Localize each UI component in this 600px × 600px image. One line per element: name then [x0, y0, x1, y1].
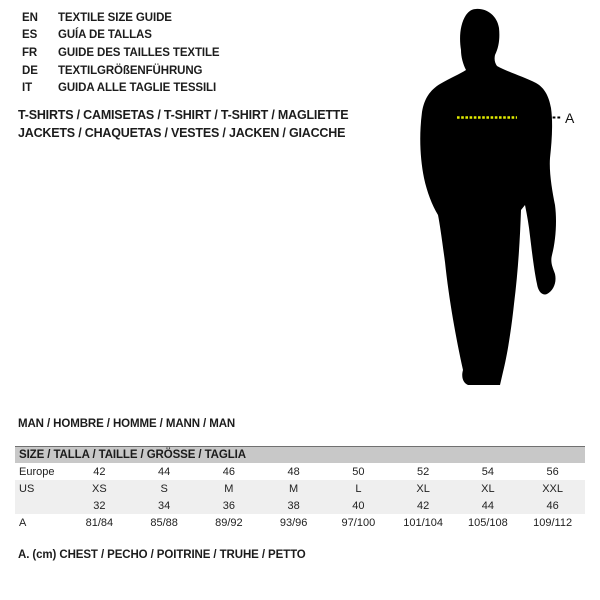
- language-label: GUÍA DE TALLAS: [58, 29, 152, 42]
- table-cell: 40: [352, 499, 365, 512]
- table-cell: XXL: [542, 482, 564, 495]
- table-cell: M: [224, 482, 234, 495]
- table-cell: 32: [93, 499, 106, 512]
- language-code: DE: [22, 64, 38, 77]
- table-cell: L: [355, 482, 362, 495]
- table-cell: 85/88: [150, 516, 178, 529]
- table-cell: 50: [352, 465, 365, 478]
- table-cell: 101/104: [403, 516, 443, 529]
- silhouette-shape: [420, 9, 556, 385]
- row-label: US: [19, 482, 35, 495]
- row-label: A: [19, 516, 27, 529]
- table-cell: 56: [546, 465, 559, 478]
- table-cell: 54: [481, 465, 494, 478]
- category-heading: [18, 107, 348, 142]
- table-cell: M: [289, 482, 299, 495]
- table-cell: 52: [417, 465, 430, 478]
- table-row-us: [15, 480, 585, 497]
- table-cell: S: [160, 482, 168, 495]
- table-cell: 81/84: [85, 516, 114, 529]
- size-table-header: SIZE / TALLA / TAILLE / GRÖSSE / TAGLIA: [15, 446, 585, 463]
- table-cell: 48: [287, 465, 300, 478]
- table-cell: 34: [158, 499, 171, 512]
- language-row-it: [22, 79, 220, 97]
- measurement-footnote: A. (cm) CHEST / PECHO / POITRINE / TRUHE / PETTO: [18, 549, 306, 561]
- measure-label-a: A: [565, 110, 575, 126]
- category-line-tshirts: T-SHIRTS / CAMISETAS / T-SHIRT / T-SHIRT / MAGLIETTE: [18, 108, 349, 122]
- table-cell: XS: [92, 482, 107, 495]
- language-code: EN: [22, 11, 38, 24]
- table-cell: 42: [93, 465, 106, 478]
- table-row-numeric: [15, 497, 585, 514]
- table-cell: XL: [416, 482, 430, 495]
- language-label: TEXTILGRÖßENFÜHRUNG: [58, 64, 203, 77]
- table-cell: 109/112: [533, 516, 573, 529]
- language-row-en: [22, 9, 220, 27]
- table-cell: 93/96: [279, 516, 308, 529]
- section-heading-man: MAN / HOMBRE / HOMME / MANN / MAN: [18, 418, 236, 430]
- table-cell: 44: [158, 465, 171, 478]
- table-row-europe: [15, 463, 585, 480]
- size-table: [15, 446, 585, 531]
- table-row-chest-cm: [15, 514, 585, 531]
- table-cell: 105/108: [467, 516, 508, 529]
- language-row-de: [22, 62, 220, 80]
- language-list: [22, 9, 220, 97]
- category-line-jackets: JACKETS / CHAQUETAS / VESTES / JACKEN / GIACCHE: [18, 125, 346, 140]
- language-row-es: [22, 27, 220, 45]
- language-code: ES: [22, 29, 38, 42]
- row-label: Europe: [19, 465, 55, 478]
- language-label: GUIDE DES TAILLES TEXTILE: [58, 46, 220, 59]
- table-cell: 44: [481, 499, 494, 512]
- table-cell: 42: [417, 499, 430, 512]
- language-label: GUIDA ALLE TAGLIE TESSILI: [58, 82, 217, 95]
- table-cell: 89/92: [215, 516, 243, 529]
- language-code: IT: [22, 82, 33, 95]
- table-cell: 46: [222, 465, 235, 478]
- language-row-fr: [22, 44, 220, 62]
- table-cell: 46: [546, 499, 559, 512]
- table-cell: 97/100: [341, 516, 376, 529]
- language-label: TEXTILE SIZE GUIDE: [58, 11, 172, 24]
- language-code: FR: [22, 46, 38, 59]
- male-silhouette: [400, 0, 600, 400]
- table-cell: XL: [481, 482, 495, 495]
- table-cell: 36: [222, 499, 235, 512]
- table-cell: 38: [287, 499, 300, 512]
